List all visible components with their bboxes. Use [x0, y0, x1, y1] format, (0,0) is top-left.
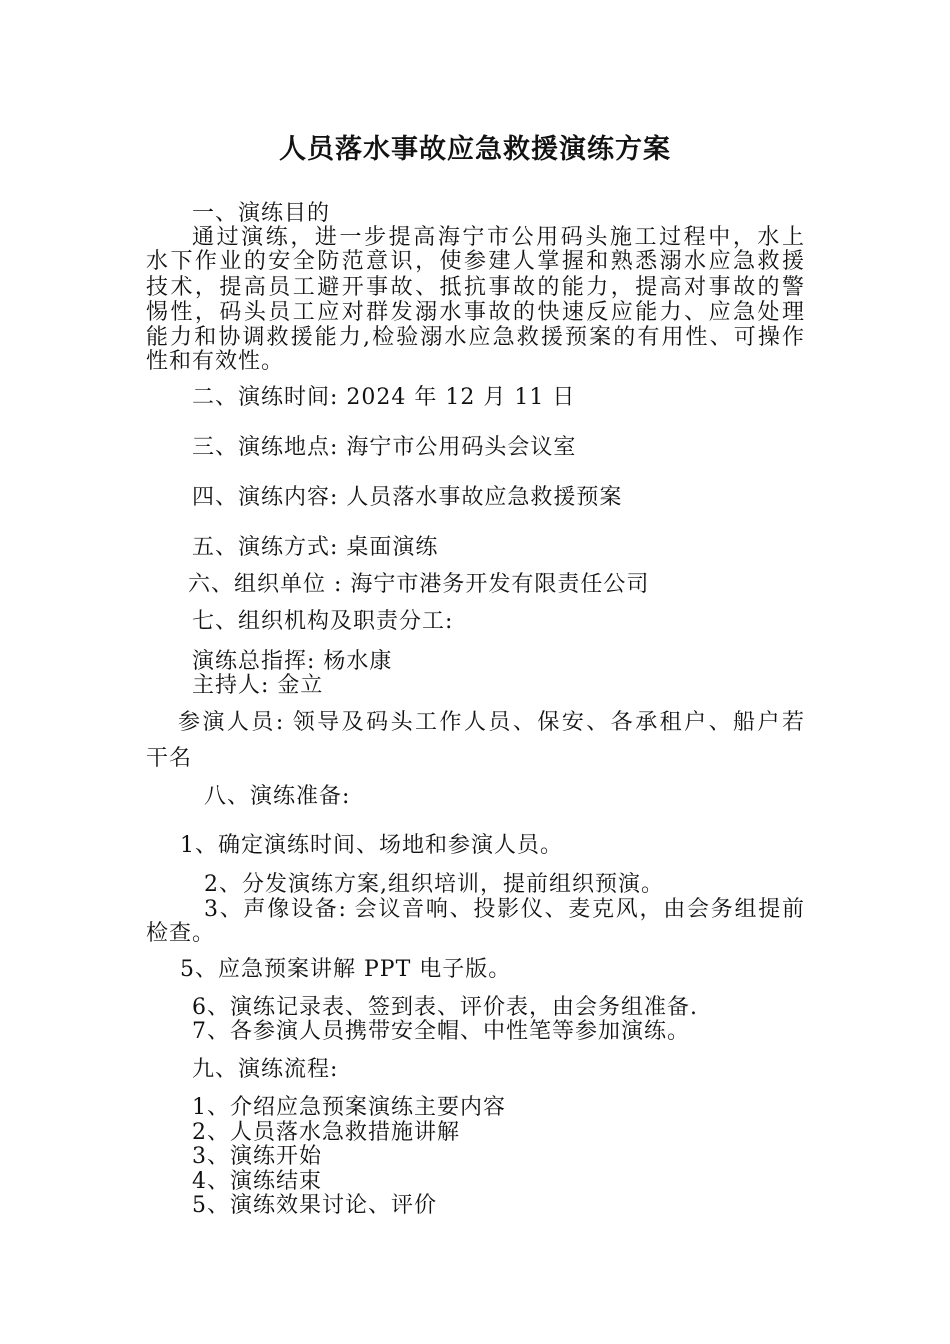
para-line: 性和有效性。 — [146, 349, 285, 374]
section-5-method: 五、演练方式: 桌面演练 — [192, 535, 439, 560]
section-4-content: 四、演练内容: 人员落水事故应急救援预案 — [192, 485, 623, 510]
section-7-heading: 七、组织机构及职责分工: — [192, 609, 454, 634]
commander-line: 演练总指挥: 杨水康 — [192, 649, 393, 674]
section-2-time: 二、演练时间: 2024 年 12 月 11 日 — [192, 385, 576, 410]
section-3-location: 三、演练地点: 海宁市公用码头会议室 — [192, 435, 577, 460]
flow-item: 1、介绍应急预案演练主要内容 — [192, 1095, 506, 1120]
section-9-heading: 九、演练流程: — [192, 1057, 339, 1082]
flow-item: 4、演练结束 — [192, 1169, 322, 1194]
prep-item-7: 7、各参演人员携带安全帽、中性笔等参加演练。 — [192, 1019, 690, 1044]
page-title: 人员落水事故应急救援演练方案 — [279, 134, 671, 165]
prep-item-2: 2、分发演练方案,组织培训，提前组织预演。 — [204, 872, 664, 897]
prep-item-1: 1、确定演练时间、场地和参演人员。 — [180, 833, 563, 858]
prep-item-3: 3、声像设备: 会议音响、投影仪、麦克风，由会务组提前 — [204, 897, 804, 922]
section-6-organizer: 六、组织单位 : 海宁市港务开发有限责任公司 — [188, 572, 650, 597]
para-line: 惕性，码头员工应对群发溺水事故的快速反应能力、应急处理 — [146, 300, 804, 325]
participants-line: 参演人员: 领导及码头工作人员、保安、各承租户、船户若 — [178, 710, 804, 735]
flow-item: 3、演练开始 — [192, 1144, 322, 1169]
prep-item-6: 6、演练记录表、签到表、评价表，由会务组准备. — [192, 995, 698, 1020]
flow-item: 5、演练效果讨论、评价 — [192, 1193, 437, 1218]
participants-line-2: 干名 — [146, 746, 193, 771]
para-line: 水下作业的安全防范意识，使参建人掌握和熟悉溺水应急救援 — [146, 249, 804, 274]
prep-item-5: 5、应急预案讲解 PPT 电子版。 — [180, 957, 512, 982]
para-line: 技术，提高员工避开事故、抵抗事故的能力，提高对事故的警 — [146, 275, 804, 300]
prep-item-3-cont: 检查。 — [146, 921, 216, 946]
section-8-heading: 八、演练准备: — [204, 784, 351, 809]
para-line: 能力和协调救援能力,检验溺水应急救援预案的有用性、可操作 — [146, 325, 804, 350]
para-line: 通过演练，进一步提高海宁市公用码头施工过程中，水上 — [192, 225, 804, 250]
section-1-heading: 一、演练目的 — [192, 201, 331, 226]
host-line: 主持人: 金立 — [192, 673, 324, 698]
flow-item: 2、人员落水急救措施讲解 — [192, 1120, 460, 1145]
